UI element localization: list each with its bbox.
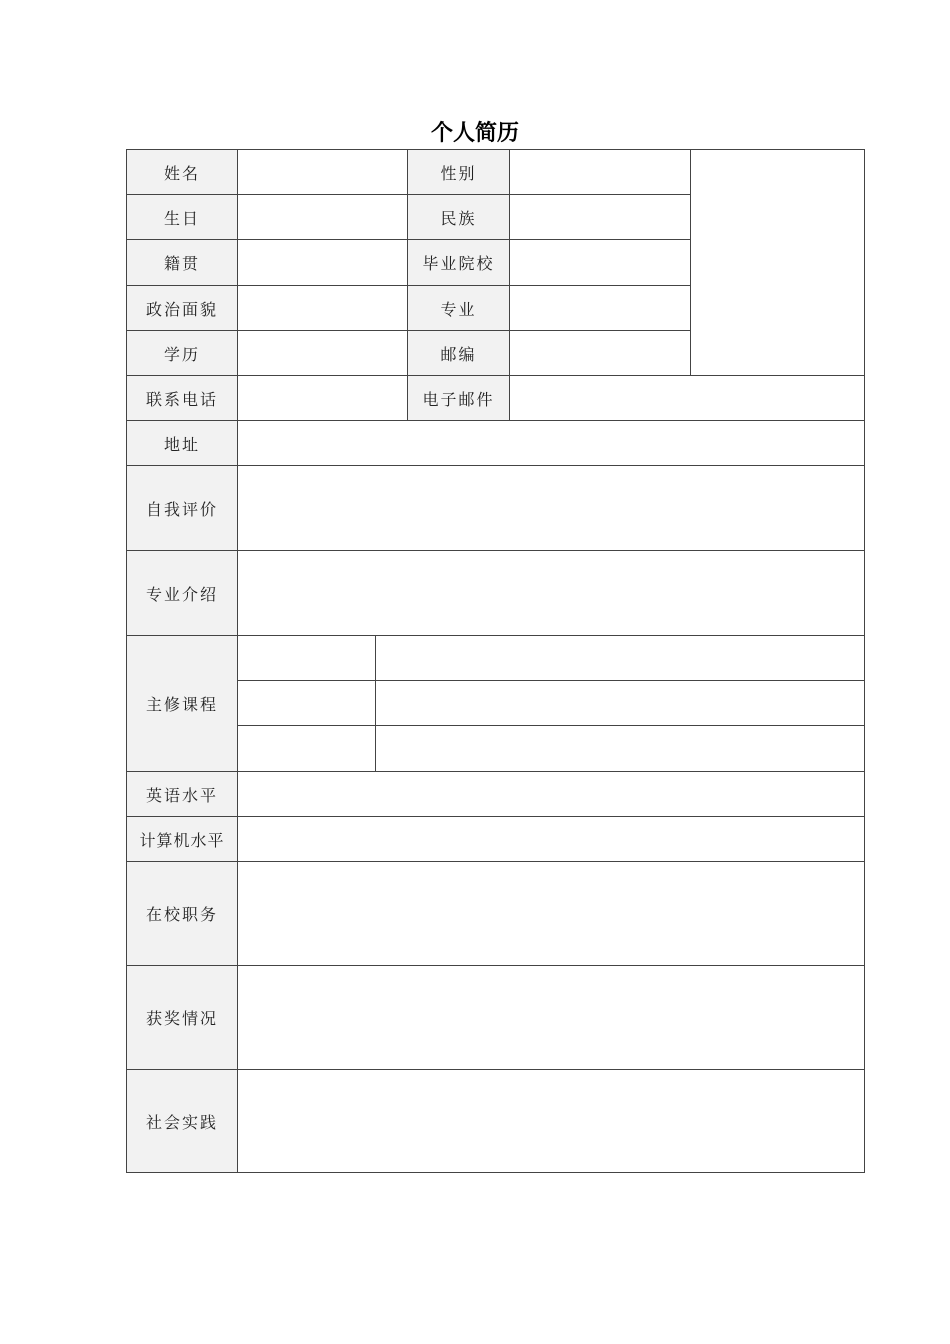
value-email[interactable]: [510, 376, 865, 421]
value-gender[interactable]: [510, 150, 691, 195]
label-email: 电子邮件: [408, 376, 510, 421]
label-address: 地址: [127, 421, 238, 466]
label-education: 学历: [127, 331, 238, 376]
value-self-evaluation[interactable]: [238, 466, 865, 551]
label-school: 毕业院校: [408, 240, 510, 286]
label-gender: 性别: [408, 150, 510, 195]
label-birth: 生日: [127, 195, 238, 240]
label-self-evaluation: 自我评价: [127, 466, 238, 551]
value-english-level[interactable]: [238, 772, 865, 817]
value-social-practice[interactable]: [238, 1070, 865, 1173]
value-computer-level[interactable]: [238, 817, 865, 862]
course-detail-cell[interactable]: [376, 681, 865, 726]
label-social-practice: 社会实践: [127, 1070, 238, 1173]
label-english-level: 英语水平: [127, 772, 238, 817]
value-school-positions[interactable]: [238, 862, 865, 966]
label-awards: 获奖情况: [127, 966, 238, 1070]
value-school[interactable]: [510, 240, 691, 286]
label-major: 专业: [408, 286, 510, 331]
value-birth[interactable]: [238, 195, 408, 240]
resume-table: [126, 149, 865, 1173]
value-political-status[interactable]: [238, 286, 408, 331]
page-title: 个人简历: [430, 120, 519, 146]
label-postcode: 邮编: [408, 331, 510, 376]
label-school-positions: 在校职务: [127, 862, 238, 966]
course-name-cell[interactable]: [238, 726, 376, 772]
value-education[interactable]: [238, 331, 408, 376]
value-native-place[interactable]: [238, 240, 408, 286]
label-computer-level: 计算机水平: [127, 817, 238, 862]
course-detail-cell[interactable]: [376, 726, 865, 772]
value-phone[interactable]: [238, 376, 408, 421]
value-ethnicity[interactable]: [510, 195, 691, 240]
label-major-intro: 专业介绍: [127, 551, 238, 636]
value-major-intro[interactable]: [238, 551, 865, 636]
label-ethnicity: 民族: [408, 195, 510, 240]
label-political-status: 政治面貌: [127, 286, 238, 331]
course-detail-cell[interactable]: [376, 636, 865, 681]
value-awards[interactable]: [238, 966, 865, 1070]
value-address[interactable]: [238, 421, 865, 466]
label-name: 姓名: [127, 150, 238, 195]
photo-box[interactable]: [691, 150, 865, 376]
label-main-courses: 主修课程: [127, 636, 238, 772]
label-native-place: 籍贯: [127, 240, 238, 286]
value-postcode[interactable]: [510, 331, 691, 376]
value-name[interactable]: [238, 150, 408, 195]
label-phone: 联系电话: [127, 376, 238, 421]
value-major[interactable]: [510, 286, 691, 331]
course-name-cell[interactable]: [238, 636, 376, 681]
course-name-cell[interactable]: [238, 681, 376, 726]
